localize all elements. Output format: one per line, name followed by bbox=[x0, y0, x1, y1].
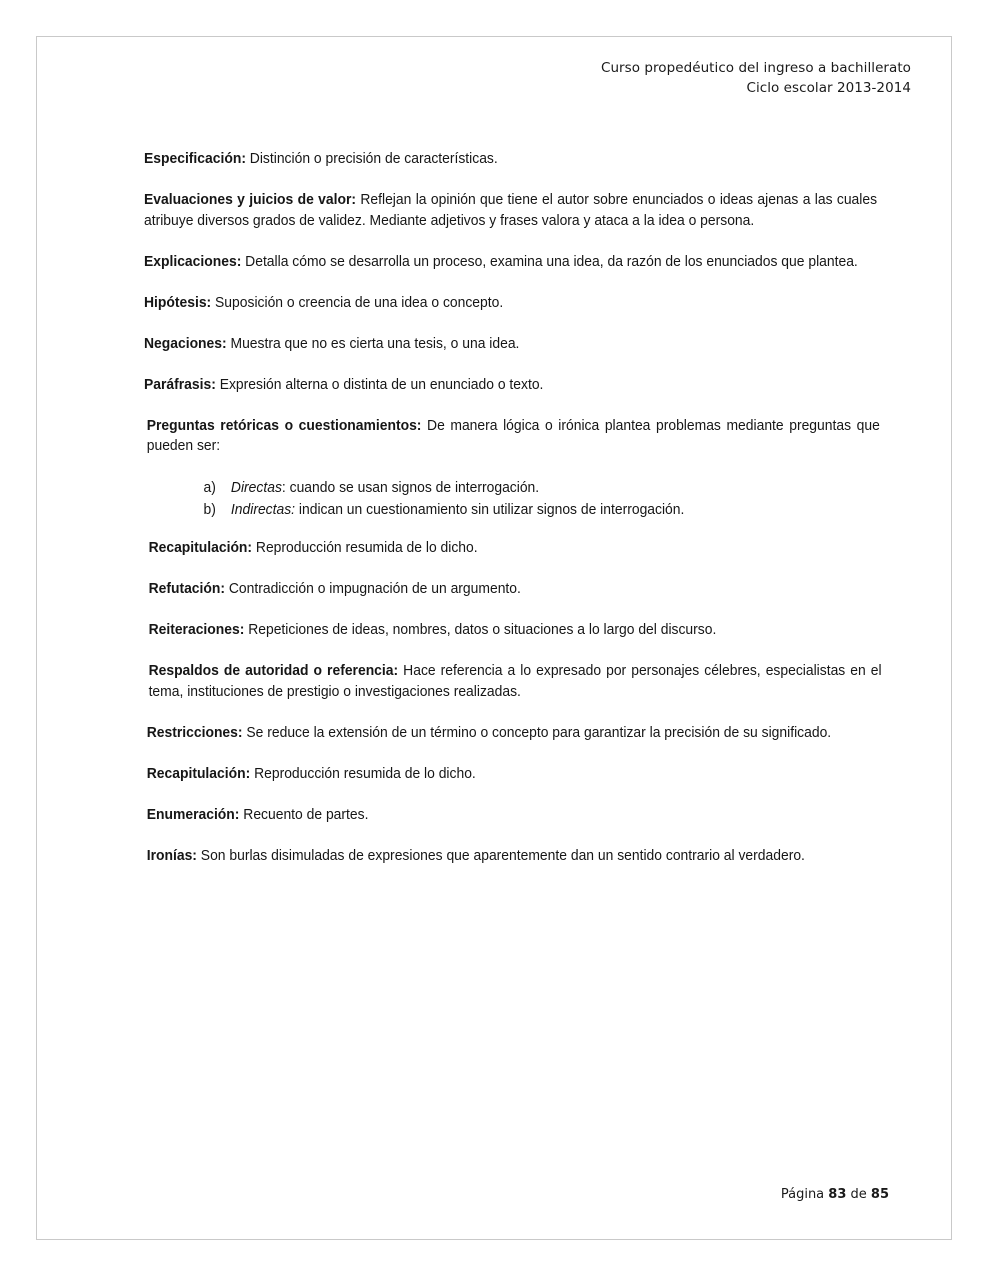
list-marker: a) bbox=[203, 479, 216, 497]
entry-ironias bbox=[144, 846, 880, 867]
page-frame bbox=[36, 36, 952, 1240]
entry-definition: Detalla cómo se desarrolla un proceso, examina una idea, da razón de los enunciados que plantea. bbox=[241, 252, 858, 270]
entry-refutacion bbox=[144, 579, 882, 600]
entry-term: Preguntas retóricas o cuestionamientos: bbox=[146, 416, 422, 434]
entry-explicaciones bbox=[144, 252, 877, 273]
entry-term: Paráfrasis: bbox=[144, 375, 216, 393]
list-marker: b) bbox=[203, 500, 216, 518]
entry-definition: Contradicción o impugnación de un argumento. bbox=[225, 580, 521, 598]
entry-definition: Muestra que no es cierta una tesis, o una idea. bbox=[226, 334, 520, 352]
entry-definition: Reflejan la opinión que tiene el autor sobre enunciados o ideas ajenas a las cuales atribuye diversos grados de validez. Mediante adjetivos y frases valora y ataca a la idea o persona. bbox=[144, 190, 878, 229]
footer-total-pages: 85 bbox=[870, 1187, 889, 1202]
header-line-cycle: Ciclo escolar 2013-2014 bbox=[746, 80, 911, 96]
entry-reiteraciones bbox=[144, 620, 882, 641]
entry-term: Negaciones: bbox=[144, 334, 227, 352]
entry-definition: Distinción o precisión de características. bbox=[245, 150, 498, 167]
entry-restricciones bbox=[144, 723, 880, 744]
entry-preguntas-retoricas bbox=[144, 416, 880, 457]
entry-parafrasis bbox=[144, 375, 877, 396]
footer-middle: de bbox=[846, 1187, 871, 1202]
entry-term: Recapitulación: bbox=[146, 764, 251, 782]
entry-recapitulacion-1 bbox=[144, 538, 882, 559]
entry-term: Especificación: bbox=[144, 150, 246, 167]
entry-definition: Se reduce la extensión de un término o concepto para garantizar la precisión de su significado. bbox=[242, 723, 832, 741]
entry-definition: Reproducción resumida de lo dicho. bbox=[250, 764, 476, 782]
entry-definition: Reproducción resumida de lo dicho. bbox=[252, 539, 478, 557]
entry-term: Respaldos de autoridad o referencia: bbox=[148, 662, 399, 680]
entry-definition: De manera lógica o irónica plantea problemas mediante preguntas que pueden ser: bbox=[146, 416, 880, 455]
entry-term: Hipótesis: bbox=[144, 293, 212, 311]
document-body bbox=[144, 149, 882, 887]
list-item-emphasis: Indirectas: bbox=[230, 500, 296, 518]
entry-term: Ironías: bbox=[146, 846, 197, 864]
entry-evaluaciones-juicios-de-valor bbox=[144, 190, 877, 231]
entry-negaciones bbox=[144, 334, 877, 355]
entry-definition: Son burlas disimuladas de expresiones que aparentemente dan un sentido contrario al verdadero. bbox=[196, 846, 805, 864]
entry-definition: Recuento de partes. bbox=[239, 805, 369, 823]
footer-current-page: 83 bbox=[828, 1187, 847, 1202]
entry-definition: Suposición o creencia de una idea o concepto. bbox=[211, 293, 504, 311]
entry-term: Explicaciones: bbox=[144, 252, 242, 270]
list-item bbox=[144, 477, 877, 499]
entry-definition: Hace referencia a lo expresado por personajes célebres, especialistas en el tema, instituciones de prestigio o investigaciones realizadas. bbox=[148, 662, 882, 700]
entry-definition: Expresión alterna o distinta de un enunciado o texto. bbox=[215, 375, 544, 393]
entry-term: Reiteraciones: bbox=[148, 621, 245, 639]
lettered-list bbox=[144, 477, 877, 520]
entry-term: Restricciones: bbox=[146, 723, 243, 741]
list-item bbox=[144, 499, 877, 521]
entry-hipotesis bbox=[144, 293, 877, 314]
entry-definition: Repeticiones de ideas, nombres, datos o situaciones a lo largo del discurso. bbox=[244, 621, 717, 639]
list-item-text: indican un cuestionamiento sin utilizar signos de interrogación. bbox=[295, 500, 685, 518]
page-footer bbox=[781, 1187, 889, 1202]
list-item-text: : cuando se usan signos de interrogación. bbox=[281, 479, 540, 497]
entry-respaldos-de-autoridad bbox=[144, 661, 882, 702]
entry-term: Evaluaciones y juicios de valor: bbox=[144, 190, 357, 208]
document-header bbox=[601, 58, 911, 98]
entry-especificacion bbox=[144, 149, 877, 170]
entry-recapitulacion-2 bbox=[144, 764, 880, 785]
entry-term: Refutación: bbox=[148, 580, 226, 598]
entry-enumeracion bbox=[144, 805, 880, 826]
list-item-emphasis: Directas bbox=[230, 479, 282, 497]
footer-prefix: Página bbox=[780, 1187, 829, 1202]
entry-term: Recapitulación: bbox=[148, 539, 253, 557]
header-line-course: Curso propedéutico del ingreso a bachillerato bbox=[600, 60, 911, 76]
entry-term: Enumeración: bbox=[146, 805, 240, 823]
